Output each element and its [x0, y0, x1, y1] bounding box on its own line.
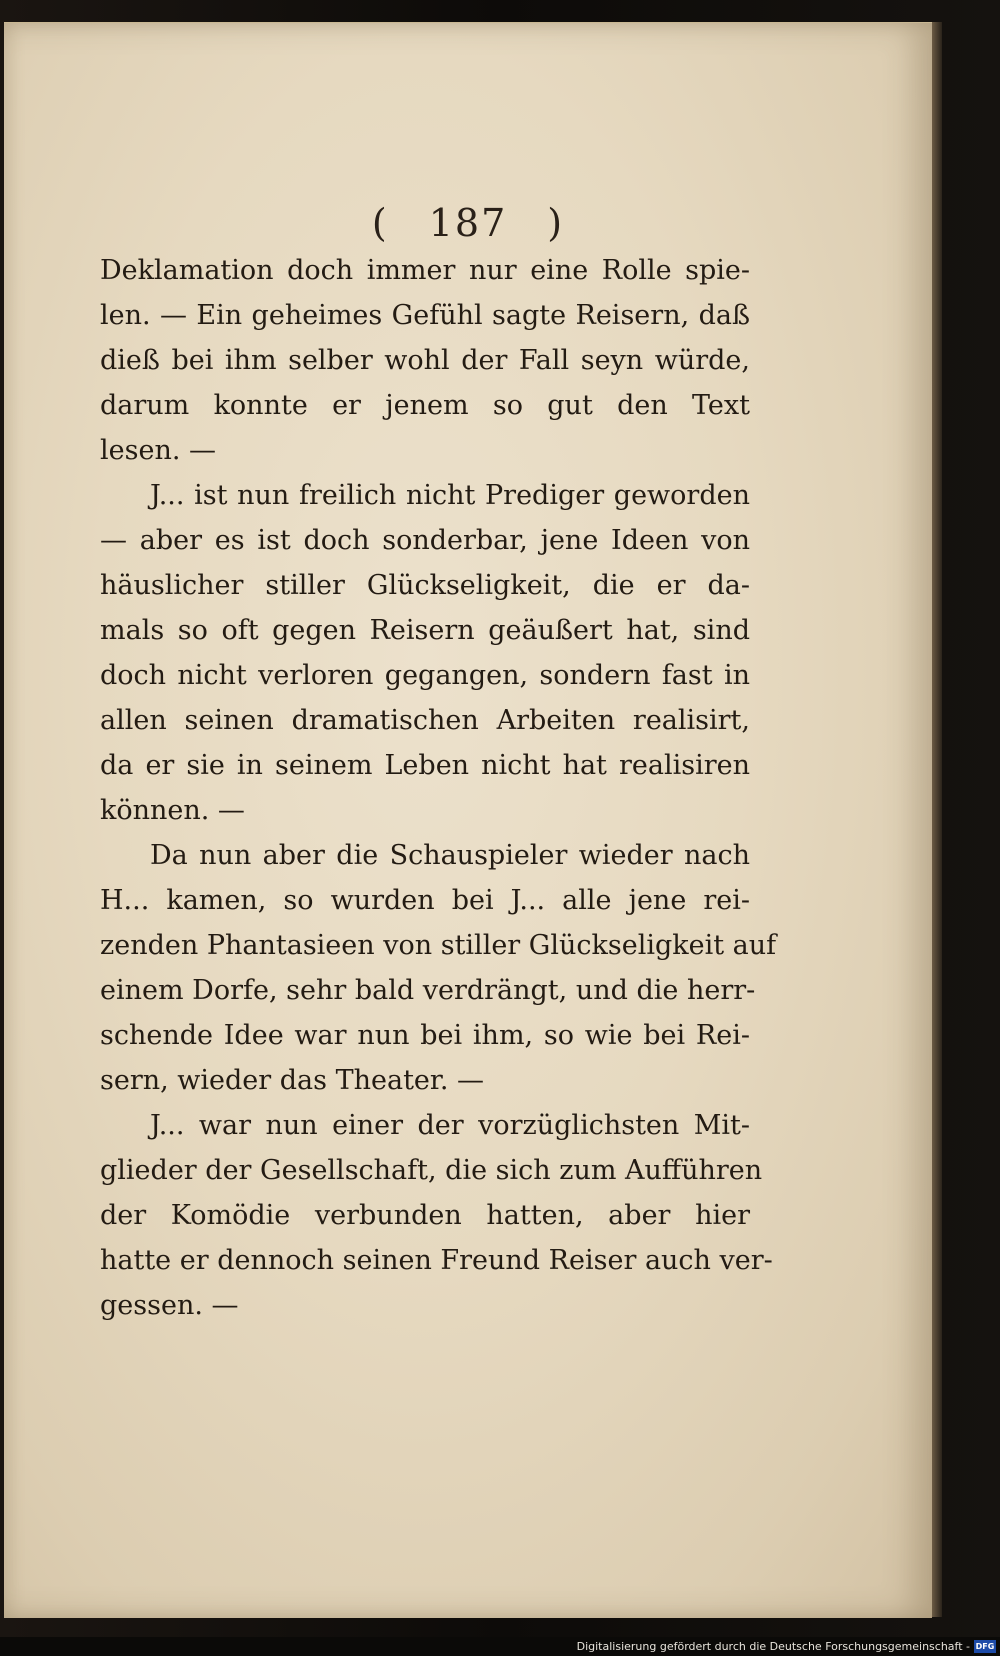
text-line: H... kamen, so wurden bei J... alle jene rei- — [100, 885, 750, 916]
page-number-paren-open: ( — [371, 201, 389, 245]
text-line: J... ist nun freilich nicht Prediger geworden — [150, 480, 750, 511]
text-line: doch nicht verloren gegangen, sondern fast in — [100, 660, 750, 691]
text-line: Deklamation doch immer nur eine Rolle spie- — [100, 255, 750, 286]
text-line: hatte er dennoch seinen Freund Reiser auch ver- — [100, 1245, 773, 1276]
text-line: allen seinen dramatischen Arbeiten realisirt, — [100, 705, 750, 736]
text-line: da er sie in seinem Leben nicht hat realisiren — [100, 750, 750, 781]
page-edge — [932, 22, 942, 1617]
text-line: häuslicher stiller Glückseligkeit, die er da- — [100, 570, 750, 601]
text-line: der Komödie verbunden hatten, aber hier — [100, 1200, 750, 1231]
text-line: können. — — [100, 795, 245, 826]
text-line: glieder der Gesellschaft, die sich zum Aufführen — [100, 1155, 763, 1186]
text-line: zenden Phantasieen von stiller Glückseligkeit auf — [100, 930, 777, 961]
footer-credit: Digitalisierung gefördert durch die Deutsche Forschungsgemeinschaft - — [576, 1640, 970, 1653]
page-body-text — [100, 248, 777, 1328]
text-line: dieß bei ihm selber wohl der Fall seyn würde, — [100, 345, 750, 376]
text-line: mals so oft gegen Reisern geäußert hat, sind — [100, 615, 750, 646]
text-line: lesen. — — [100, 435, 217, 466]
dfg-logo: DFG — [975, 1642, 995, 1651]
page-number-value: 187 — [428, 201, 508, 245]
page-number-paren-close: ) — [547, 201, 565, 245]
text-line: darum konnte er jenem so gut den Text — [100, 390, 750, 421]
text-line: schende Idee war nun bei ihm, so wie bei Rei- — [100, 1020, 750, 1051]
text-line: sern, wieder das Theater. — — [100, 1065, 484, 1096]
text-line: einem Dorfe, sehr bald verdrängt, und die herr- — [100, 975, 756, 1006]
text-line: — aber es ist doch sonderbar, jene Ideen von — [100, 525, 750, 556]
page-number — [4, 201, 932, 245]
text-line: len. — Ein geheimes Gefühl sagte Reisern, daß — [100, 300, 750, 331]
text-line: Da nun aber die Schauspieler wieder nach — [150, 840, 750, 871]
text-line: gessen. — — [100, 1290, 239, 1321]
text-line: J... war nun einer der vorzüglichsten Mit- — [150, 1110, 750, 1141]
